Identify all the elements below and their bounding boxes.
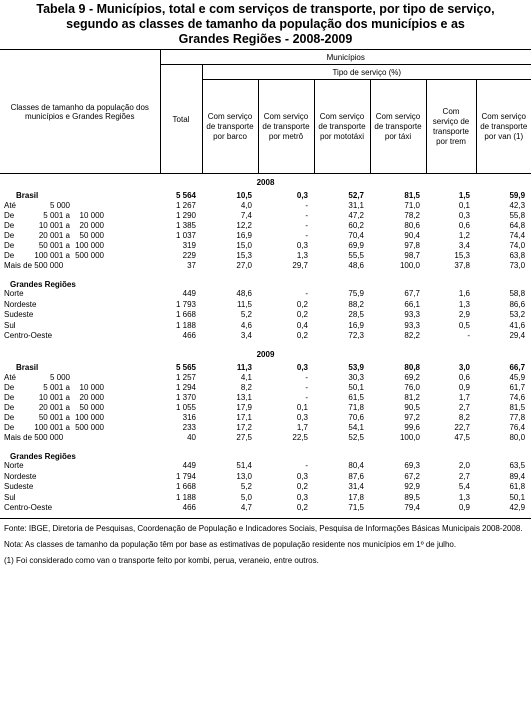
row-label <box>0 201 160 211</box>
row-label: Norte <box>4 289 24 299</box>
row-label <box>0 383 160 393</box>
table-cell: 7,4 <box>240 211 252 220</box>
table-cell: 51,4 <box>236 461 252 471</box>
table-cell: 89,5 <box>404 492 420 502</box>
table-cell: 1,7 <box>458 393 470 402</box>
table-cell: 1 267 <box>175 201 196 210</box>
table-row <box>0 231 531 241</box>
table-cell: 63,8 <box>509 251 526 260</box>
row-label-from: 50 001 a <box>38 241 70 250</box>
row-label <box>0 231 160 241</box>
row-label-to: 500 000 <box>75 423 104 432</box>
table-cell: 27,0 <box>236 261 252 270</box>
table-cell: 52,5 <box>348 433 364 442</box>
row-label <box>0 221 160 231</box>
table-cell: 11,5 <box>237 299 252 309</box>
table-cell: 0,2 <box>296 502 308 512</box>
table-cell: 1 290 <box>175 211 196 220</box>
table-cell: 52,7 <box>348 191 364 200</box>
table-row <box>0 482 531 493</box>
table-cell: 29,4 <box>509 330 526 340</box>
table-cell: 79,4 <box>404 502 420 512</box>
table-cell: 1 793 <box>175 299 196 309</box>
table-cell: 2,9 <box>458 310 470 320</box>
row-label: Centro-Oeste <box>4 330 53 340</box>
row-label-prefix: De <box>4 393 15 402</box>
table-cell: - <box>305 231 308 240</box>
table-cell: 316 <box>182 413 196 422</box>
table-cell: - <box>305 373 308 382</box>
row-label-prefix: Mais de 500 000 <box>4 261 64 270</box>
table-cell: 48,6 <box>236 289 252 299</box>
table-cell: 27,5 <box>236 433 252 442</box>
section-label: Grandes Regiões <box>10 451 76 461</box>
table-cell: 71,5 <box>348 502 364 512</box>
table-cell: 1,3 <box>458 299 470 309</box>
header-col-1: Com serviço de transporte por metrô <box>258 80 314 174</box>
table-cell: 5 564 <box>175 191 196 200</box>
table-cell: 69,9 <box>348 241 364 250</box>
table-cell: 100,0 <box>399 261 420 270</box>
row-label-to: 20 000 <box>79 393 104 402</box>
table-cell: - <box>305 201 308 210</box>
table-cell: 4,6 <box>240 320 252 330</box>
row-label-from: 100 001 a <box>34 251 70 260</box>
table-row <box>0 221 531 231</box>
table-cell: 319 <box>182 241 196 250</box>
table-cell: 16,9 <box>236 231 252 240</box>
table-cell: 50,1 <box>509 492 526 502</box>
table-cell: 0,5 <box>458 320 470 330</box>
row-label: Sul <box>4 320 16 330</box>
table-row <box>0 211 531 221</box>
table-cell: 5,2 <box>240 310 252 320</box>
row-label-from: 5 001 a <box>43 383 70 392</box>
table-cell: 77,8 <box>509 413 526 422</box>
row-label-from: 10 001 a <box>38 393 70 402</box>
table-cell: 1 037 <box>175 231 196 240</box>
table-cell: 1 188 <box>175 320 196 330</box>
table-cell: 73,0 <box>509 261 526 270</box>
row-label-from: 5 000 <box>49 373 70 382</box>
table-cell: 69,2 <box>404 373 420 382</box>
table-cell: 22,7 <box>454 423 470 432</box>
table-cell: 54,1 <box>348 423 364 432</box>
row-label: Sudeste <box>4 482 34 492</box>
table-title: Tabela 9 - Municípios, total e com serviços de transporte, por tipo de serviço, segundo as classes de tamanho da população dos municípios e as Grandes Regiões - 2008-2009 <box>36 2 495 46</box>
header-col-3: Com serviço de transporte por táxi <box>370 80 426 174</box>
table-cell: 50,1 <box>348 383 364 392</box>
table-cell: 66,1 <box>404 299 420 309</box>
table-cell: 5 565 <box>175 363 196 372</box>
table-cell: 13,1 <box>236 393 252 402</box>
table-cell: 47,2 <box>348 211 364 220</box>
table-cell: 0,9 <box>458 502 470 512</box>
header-col-0: Com serviço de transporte por barco <box>202 80 258 174</box>
table-row <box>0 413 531 423</box>
row-label-from: 5 000 <box>49 201 70 210</box>
row-label-from: 100 001 a <box>34 423 70 432</box>
table-cell: 99,6 <box>404 423 420 432</box>
table-row <box>0 251 531 261</box>
table-cell: 449 <box>182 289 196 299</box>
table-cell: 0,3 <box>296 191 308 200</box>
table-cell: 0,3 <box>296 471 308 481</box>
table-cell: 97,8 <box>404 241 420 250</box>
row-label: Nordeste <box>4 299 37 309</box>
table-cell: 90,4 <box>404 231 420 240</box>
table-cell: 45,9 <box>509 373 526 382</box>
row-label <box>0 433 160 443</box>
table-cell: 1,6 <box>458 289 470 299</box>
row-label-to: 10 000 <box>79 211 104 220</box>
row-label <box>0 261 160 271</box>
table-cell: 63,5 <box>509 461 526 471</box>
table-cell: 22,5 <box>292 433 308 442</box>
table-cell: 0,6 <box>458 221 470 230</box>
table-cell: 71,0 <box>404 201 420 210</box>
table-cell: 233 <box>182 423 196 432</box>
header-municipios: Municípios <box>160 50 531 65</box>
row-label <box>0 241 160 251</box>
table-cell: 92,9 <box>404 482 420 492</box>
table-row <box>0 310 531 321</box>
row-label <box>0 393 160 403</box>
table-cell: 15,0 <box>236 241 252 250</box>
table-cell: 466 <box>182 502 196 512</box>
table-row <box>0 423 531 433</box>
table-cell: 1 668 <box>175 310 196 320</box>
row-label-prefix: Até <box>4 201 17 210</box>
table-cell: 13,0 <box>236 471 252 481</box>
table-cell: 74,4 <box>509 231 526 240</box>
table-cell: 80,6 <box>404 221 420 230</box>
table-cell: 29,7 <box>292 261 308 270</box>
table-cell: 1 188 <box>175 492 196 502</box>
table-row <box>0 261 531 271</box>
table-cell: 15,3 <box>236 251 252 260</box>
table-row <box>0 363 531 373</box>
table-body <box>0 174 531 519</box>
table-cell: 1,2 <box>458 231 470 240</box>
row-label <box>0 373 160 383</box>
table-cell: 66,7 <box>509 363 526 372</box>
table-cell: 1 370 <box>175 393 196 402</box>
table-cell: 1,7 <box>296 423 308 432</box>
section-label: Grandes Regiões <box>10 279 76 289</box>
table-cell: 80,4 <box>348 461 364 471</box>
table-header <box>0 50 531 174</box>
table-cell: 3,0 <box>458 363 470 372</box>
table-cell: 4,1 <box>240 373 252 382</box>
notes <box>0 519 531 566</box>
table-cell: 0,3 <box>296 241 308 250</box>
table-cell: 72,3 <box>348 330 364 340</box>
table-cell: 0,3 <box>296 363 308 372</box>
table-cell: 229 <box>182 251 196 260</box>
table-cell: 42,9 <box>509 502 526 512</box>
row-label-prefix: De <box>4 211 15 220</box>
table-cell: 53,9 <box>348 363 364 372</box>
row-label <box>0 211 160 221</box>
table-cell: 0,6 <box>458 373 470 382</box>
table-row <box>0 191 531 201</box>
table-cell: 15,3 <box>454 251 470 260</box>
table-cell: 89,4 <box>509 471 526 481</box>
table-cell: 1,5 <box>458 191 470 200</box>
table-cell: - <box>305 461 308 471</box>
table-cell: 82,2 <box>404 330 420 340</box>
table-cell: 86,6 <box>509 299 526 309</box>
table-cell: 76,0 <box>404 383 420 392</box>
row-label: Sudeste <box>4 310 34 320</box>
table-cell: 11,3 <box>236 363 252 372</box>
table-cell: 4,7 <box>240 502 252 512</box>
table-cell: 61,8 <box>509 482 526 492</box>
table-cell: 1 794 <box>175 471 196 481</box>
table-row <box>0 433 531 443</box>
table-cell: 12,2 <box>236 221 252 230</box>
table-cell: 90,5 <box>404 403 420 412</box>
table-cell: 0,2 <box>296 299 308 309</box>
table-row <box>0 201 531 211</box>
table-cell: 41,6 <box>509 320 526 330</box>
table-cell: 80,0 <box>509 433 526 442</box>
row-label: Nordeste <box>4 471 37 481</box>
table-cell: 76,4 <box>509 423 526 432</box>
table-row <box>0 383 531 393</box>
table-cell: 81,2 <box>404 393 420 402</box>
row-label-to: 20 000 <box>79 221 104 230</box>
table-cell: 0,2 <box>296 482 308 492</box>
table-cell: 64,8 <box>509 221 526 230</box>
table-cell: 0,3 <box>296 413 308 422</box>
table-cell: 449 <box>182 461 196 471</box>
table-cell: 98,7 <box>404 251 420 260</box>
row-label-prefix: De <box>4 413 15 422</box>
table-cell: 17,8 <box>348 492 364 502</box>
table-cell: - <box>467 330 470 340</box>
table-cell: 17,9 <box>236 403 252 412</box>
table-cell: - <box>305 211 308 220</box>
header-total: Total <box>160 65 202 174</box>
table-cell: 67,2 <box>404 471 420 481</box>
table-row <box>0 241 531 251</box>
table-cell: 60,2 <box>348 221 364 230</box>
row-label-prefix: De <box>4 241 15 250</box>
table-cell: 2,7 <box>458 471 470 481</box>
table-cell: 97,2 <box>404 413 420 422</box>
table-cell: 55,5 <box>348 251 364 260</box>
table-cell: 1 668 <box>175 482 196 492</box>
table-cell: 0,2 <box>296 310 308 320</box>
row-label <box>0 423 160 433</box>
row-label-to: 10 000 <box>79 383 104 392</box>
table-cell: 55,8 <box>509 211 526 220</box>
table-cell: 37,8 <box>454 261 470 270</box>
table-cell: 58,8 <box>509 289 526 299</box>
year-header: 2008 <box>256 177 275 187</box>
row-label-to: 100 000 <box>75 241 104 250</box>
table-cell: 1 257 <box>175 373 196 382</box>
table-cell: 17,2 <box>236 423 252 432</box>
table-row <box>0 492 531 503</box>
row-label-prefix: De <box>4 221 15 230</box>
header-classes: Classes de tamanho da população dos municípios e Grandes Regiões <box>0 50 160 174</box>
table-cell: 42,3 <box>509 201 526 210</box>
table-cell: 8,2 <box>458 413 470 422</box>
table-cell: 71,8 <box>348 403 364 412</box>
table-cell: 100,0 <box>399 433 420 442</box>
row-label-prefix: Até <box>4 373 17 382</box>
header-col-5: Com serviço de transporte por van (1) <box>476 80 531 174</box>
table-cell: 53,2 <box>509 310 526 320</box>
row-label: Brasil <box>16 363 39 372</box>
row-label-prefix: De <box>4 251 15 260</box>
table-cell: 93,3 <box>404 320 420 330</box>
table-row <box>0 471 531 482</box>
table-cell: 0,1 <box>296 403 308 412</box>
table-cell: 1 385 <box>175 221 196 230</box>
table-cell: 37 <box>187 261 196 270</box>
table-cell: 1 294 <box>175 383 196 392</box>
table-row <box>0 461 531 472</box>
year-header: 2009 <box>256 349 275 359</box>
table-cell: 61,5 <box>348 393 364 402</box>
row-label: Norte <box>4 461 24 471</box>
table-cell: 59,9 <box>509 191 526 200</box>
table-cell: 3,4 <box>458 241 470 250</box>
table-cell: 47,5 <box>454 433 470 442</box>
table-row <box>0 503 531 519</box>
table-cell: 93,3 <box>404 310 420 320</box>
row-label-to: 100 000 <box>75 413 104 422</box>
table-cell: 5,2 <box>240 482 252 492</box>
table-cell: 5,0 <box>240 492 252 502</box>
row-label-prefix: De <box>4 423 15 432</box>
row-label-to: 50 000 <box>79 231 104 240</box>
table-cell: - <box>305 289 308 299</box>
row-label-from: 50 001 a <box>38 413 70 422</box>
table-cell: 78,2 <box>404 211 420 220</box>
table-cell: 75,9 <box>348 289 364 299</box>
table-cell: 61,7 <box>509 383 526 392</box>
table-cell: 0,3 <box>296 492 308 502</box>
table-cell: 4,0 <box>240 201 252 210</box>
row-label: Centro-Oeste <box>4 502 53 512</box>
table-cell: 2,0 <box>458 461 470 471</box>
table-cell: - <box>305 221 308 230</box>
table-cell: 8,2 <box>240 383 252 392</box>
row-label: Sul <box>4 492 16 502</box>
table-cell: 74,6 <box>509 393 526 402</box>
table-row <box>0 403 531 413</box>
table-cell: - <box>305 393 308 402</box>
table-cell: 87,6 <box>348 471 364 481</box>
row-label-from: 20 001 a <box>38 231 70 240</box>
row-label-from: 20 001 a <box>38 403 70 412</box>
table-row <box>0 299 531 310</box>
table-cell: 0,2 <box>296 330 308 340</box>
table-row <box>0 373 531 383</box>
row-label-prefix: De <box>4 403 15 412</box>
header-col-4: Com serviço de transporte por trem <box>426 80 476 174</box>
table-cell: 31,1 <box>348 201 364 210</box>
data-table <box>0 49 531 519</box>
table-cell: 3,4 <box>240 330 252 340</box>
table-cell: 74,0 <box>509 241 526 250</box>
table-cell: - <box>305 383 308 392</box>
table-cell: 1,3 <box>296 251 308 260</box>
table-row <box>0 331 531 346</box>
row-label-from: 10 001 a <box>38 221 70 230</box>
table-cell: 5,4 <box>458 482 470 492</box>
table-cell: 40 <box>187 433 196 442</box>
header-tipo: Tipo de serviço (%) <box>202 65 531 80</box>
row-label-prefix: De <box>4 383 15 392</box>
table-cell: 28,5 <box>348 310 364 320</box>
row-label <box>0 403 160 413</box>
table-cell: 67,7 <box>404 289 420 299</box>
table-cell: 16,9 <box>348 320 364 330</box>
table-cell: 0,4 <box>296 320 308 330</box>
row-label-to: 500 000 <box>75 251 104 260</box>
row-label-prefix: De <box>4 231 15 240</box>
table-row <box>0 393 531 403</box>
table-cell: 1,3 <box>458 492 470 502</box>
table-cell: 70,4 <box>348 231 364 240</box>
note-source: Fonte: IBGE, Diretoria de Pesquisas, Coordenação de População e Indicadores Sociais, Pesquisa de Informações Básicas Municipais 2008-2008. <box>4 523 523 533</box>
table-cell: 0,9 <box>458 383 470 392</box>
row-label <box>0 413 160 423</box>
table-cell: 10,5 <box>236 191 252 200</box>
note-footnote: (1) Foi considerado como van o transporte feito por kombi, perua, veraneio, entre outros. <box>4 555 319 565</box>
row-label: Brasil <box>16 191 39 200</box>
table-cell: 80,8 <box>404 363 420 372</box>
table-cell: 70,6 <box>348 413 364 422</box>
table-row <box>0 320 531 331</box>
row-label-to: 50 000 <box>79 403 104 412</box>
table-cell: 17,1 <box>236 413 252 422</box>
table-cell: 88,2 <box>348 299 364 309</box>
table-cell: 1 055 <box>175 403 196 412</box>
table-cell: 0,1 <box>458 201 470 210</box>
note-nota: Nota: As classes de tamanho da população têm por base as estimativas de população residente nos municípios em 1º de julho. <box>4 539 457 549</box>
header-col-2: Com serviço de transporte por mototáxi <box>314 80 370 174</box>
table-cell: 81,5 <box>404 191 420 200</box>
table-cell: 81,5 <box>509 403 526 412</box>
row-label <box>0 251 160 261</box>
table-cell: 2,7 <box>458 403 470 412</box>
table-row <box>0 289 531 300</box>
row-label-from: 5 001 a <box>43 211 70 220</box>
row-label-prefix: Mais de 500 000 <box>4 433 64 442</box>
table-cell: 48,6 <box>348 261 364 270</box>
table-cell: 69,3 <box>404 461 420 471</box>
table-cell: 466 <box>182 330 196 340</box>
table-cell: 30,3 <box>348 373 364 382</box>
table-cell: 31,4 <box>348 482 364 492</box>
table-cell: 0,3 <box>458 211 470 220</box>
